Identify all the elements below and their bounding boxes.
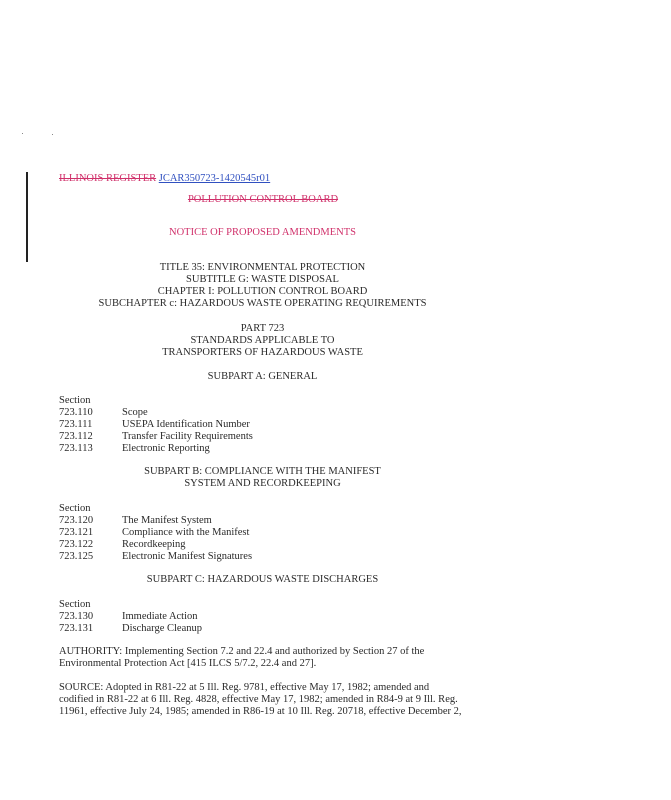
section-number: 723.121	[59, 527, 94, 538]
section-title: Recordkeeping	[122, 539, 186, 550]
section-title: Immediate Action	[122, 611, 198, 622]
subpart-b-heading-line1: SUBPART B: COMPLIANCE WITH THE MANIFEST	[144, 466, 381, 477]
section-label: Section	[59, 395, 91, 406]
authority-line: Environmental Protection Act [415 ILCS 5/7.2, 22.4 and 27].	[59, 658, 317, 669]
section-title: Scope	[122, 407, 148, 418]
section-title: Electronic Reporting	[122, 443, 210, 454]
section-title: USEPA Identification Number	[122, 419, 250, 430]
revision-change-bar	[26, 172, 28, 262]
subpart-b-heading-line2: SYSTEM AND RECORDKEEPING	[184, 478, 341, 489]
scan-speck	[52, 134, 53, 135]
part-number: PART 723	[240, 323, 285, 334]
board-struck-text: POLLUTION CONTROL BOARD	[187, 194, 339, 205]
section-title: Electronic Manifest Signatures	[122, 551, 253, 562]
part-name-line2: TRANSPORTERS OF HAZARDOUS WASTE	[162, 347, 363, 358]
section-label: Section	[59, 503, 91, 514]
part-name-line1: STANDARDS APPLICABLE TO	[190, 335, 335, 346]
subchapter-line: SUBCHAPTER c: HAZARDOUS WASTE OPERATING REQUIREMENTS	[98, 298, 427, 309]
authority-line: AUTHORITY: Implementing Section 7.2 and 22.4 and authorized by Section 27 of the	[59, 646, 425, 657]
notice-heading: NOTICE OF PROPOSED AMENDMENTS	[169, 227, 356, 238]
source-line: codified in R81-22 at 6 Ill. Reg. 4828, effective May 17, 1982; amended in R84-9 at 9 Ill. Reg.	[59, 694, 458, 705]
section-number: 723.112	[59, 431, 93, 442]
section-number: 723.131	[59, 623, 94, 634]
section-number: 723.113	[59, 443, 93, 454]
section-title: Compliance with the Manifest	[122, 527, 250, 538]
subpart-a-heading: SUBPART A: GENERAL	[207, 371, 318, 382]
section-number: 723.122	[59, 539, 94, 550]
chapter-line: CHAPTER I: POLLUTION CONTROL BOARD	[157, 286, 368, 297]
subpart-c-heading: SUBPART C: HAZARDOUS WASTE DISCHARGES	[146, 574, 379, 585]
section-number: 723.120	[59, 515, 94, 526]
register-header	[59, 173, 270, 185]
title-line: TITLE 35: ENVIRONMENTAL PROTECTION	[159, 262, 366, 273]
section-number: 723.111	[59, 419, 93, 430]
register-inserted-text: JCAR350723-1420545r01	[158, 173, 271, 184]
section-number: 723.110	[59, 407, 93, 418]
source-line: SOURCE: Adopted in R81-22 at 5 Ill. Reg. 9781, effective May 17, 1982; amended and	[59, 682, 430, 693]
scan-speck	[22, 133, 23, 134]
board-heading	[0, 194, 525, 206]
section-number: 723.130	[59, 611, 94, 622]
section-number: 723.125	[59, 551, 94, 562]
section-title: Transfer Facility Requirements	[122, 431, 253, 442]
section-label: Section	[59, 599, 91, 610]
source-paragraph	[59, 682, 479, 718]
source-line: 11961, effective July 24, 1985; amended in R86-19 at 10 Ill. Reg. 20718, effective December 2,	[59, 706, 462, 717]
authority-paragraph	[59, 646, 479, 670]
section-title: The Manifest System	[122, 515, 212, 526]
subtitle-line: SUBTITLE G: WASTE DISPOSAL	[186, 274, 339, 285]
register-struck-text: ILLINOIS REGISTER	[59, 173, 157, 184]
section-title: Discharge Cleanup	[122, 623, 202, 634]
